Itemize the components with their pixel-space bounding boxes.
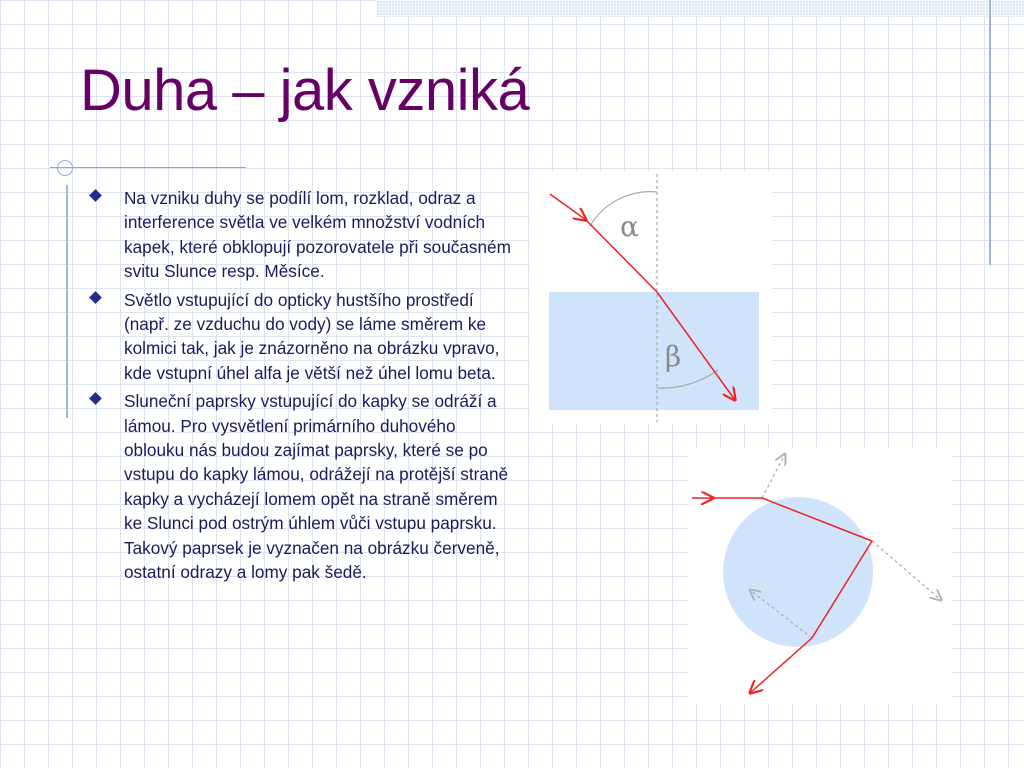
slide-title: Duha – jak vzniká [80,58,530,123]
refraction-diagram [530,172,772,424]
water-droplet [723,497,873,647]
bullet-text: Na vzniku duhy se podílí lom, rozklad, odraz a interference světla ve velkém množství vodních kapek, které obklopují pozorovatele při současném svitu Slunce resp. Měsíce. [124,188,511,282]
water-surface [549,292,759,410]
bullet-text: Světlo vstupující do opticky hustšího prostředí (např. ze vzduchu do vody) se láme směrem ke kolmici tak, jak je znázorněno na obrázku vpravo, kde vstupní úhel alfa je větší než úhel lomu beta. [124,289,500,383]
beta-label: β [665,340,682,373]
raindrop-diagram [688,448,952,704]
alpha-label: α [620,210,639,243]
bullet-text: Sluneční paprsky vstupující do kapky se odráží a lámou. Pro vysvětlení primárního duhového oblouku nás budou zajímat paprsky, které se po vstupu do kapky lámou, odrážejí na protější straně kapky a vycházejí lomem opět na straně směrem ke Slunci pod ostrým úhlem vůči vstupu paprsku. Takový paprsek je vyznačen na obrázku červeně, ostatní odrazy a lomy pak šedě. [124,391,509,583]
